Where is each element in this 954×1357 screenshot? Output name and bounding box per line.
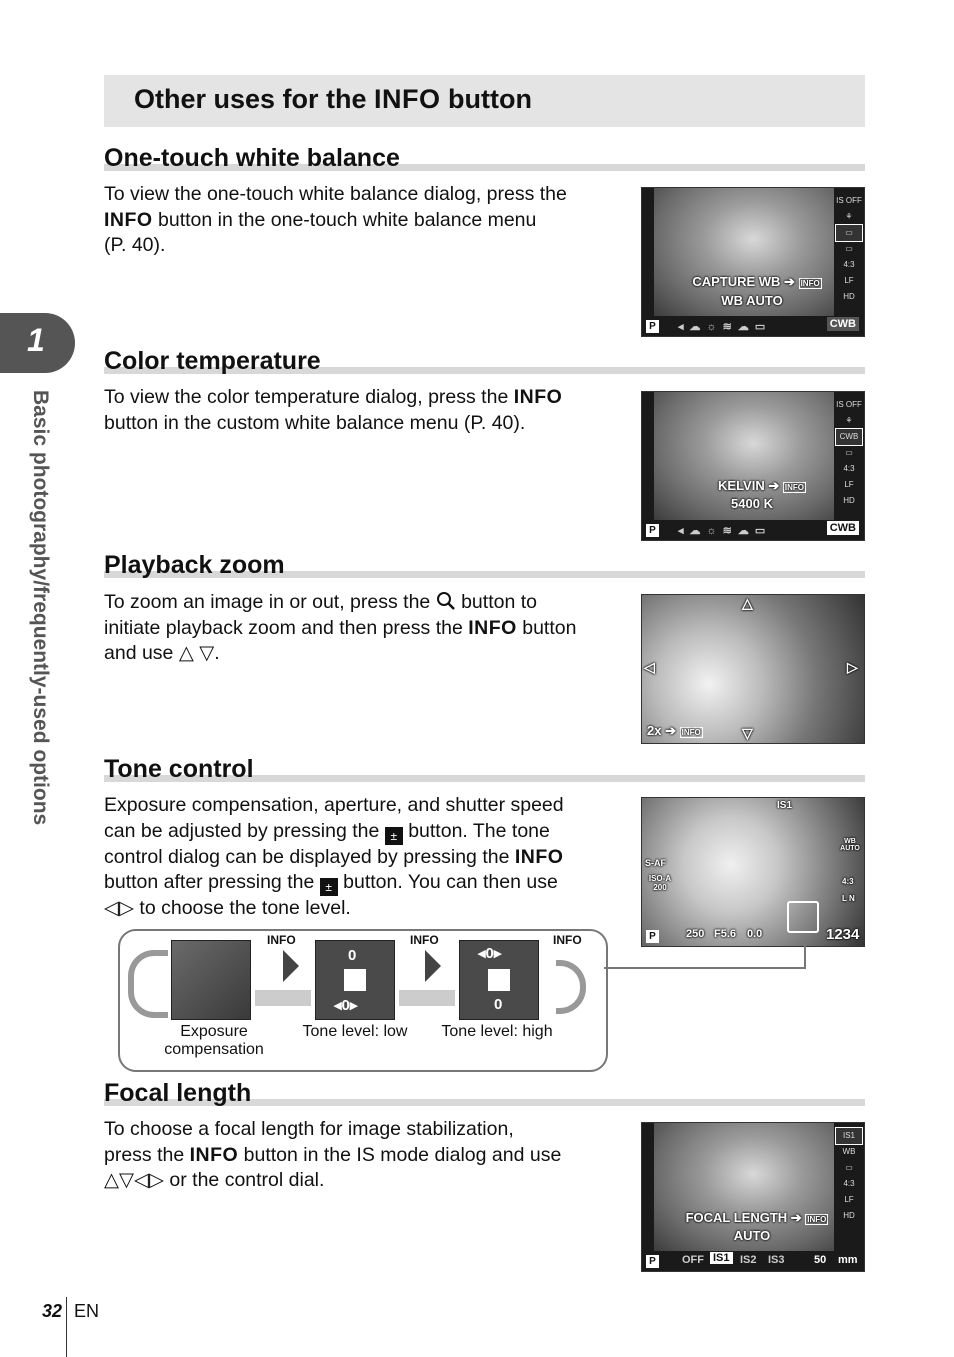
left-right-arrows-icon: ◁▷ [104,897,134,919]
side-menu-icons: IS OFF ⚘ CWB ▭ 4:3 LF HD [836,400,862,505]
arrow-keys-icon: △▽◁▷ [104,1169,164,1191]
connector-line [804,945,806,969]
info-label-1: INFO [267,933,296,947]
zoom-left-arrow: ◁ [644,659,655,675]
wb-overlay-line1: CAPTURE WB ➔ INFO [692,274,820,289]
page-number: 32 [42,1301,63,1321]
camera-screen-wb [641,187,865,337]
caption-tone-high: Tone level: high [441,1023,553,1040]
section-text-zoom: To zoom an image in or out, press the button to initiate playback zoom and then press the INFO button and use △ ▽. [104,591,577,664]
tone-curve-icon [344,969,366,991]
section-text-wb: To view the one-touch white balance dialog, press the INFO button in the one-touch white balance menu (P. 40). [104,183,567,256]
focal-bottom-bar: P OFF IS1 IS2 IS3 50 mm [642,1251,864,1271]
tone-curve-icon [488,969,510,991]
exposure-comp-icon: ± [320,878,338,896]
thumb-exposure [171,940,251,1020]
flow-arrow-icon [425,950,441,982]
page-title: Other uses for the INFO button [134,84,533,114]
loop-arrow-left [128,950,168,1018]
section-title-zoom: Playback zoom [104,551,285,579]
side-menu-icons: IS OFF ⚘ ▭ ▭ 4:3 LF HD [836,196,862,301]
af-mode: S-AF [645,858,666,868]
flow-connector [255,990,311,1006]
zoom-indicator: 2x ➔ INFO [647,723,701,738]
camera-screen-tone [641,797,865,947]
tone-bottom-bar: P 250 F5.6 0.0 1234 [642,926,864,946]
quality-indicator: L N [842,894,855,903]
chapter-number: 1 [27,322,45,358]
flow-arrow-icon [283,950,299,982]
section-title-tone: Tone control [104,755,254,783]
zoom-up-arrow: △ [742,595,753,611]
camera-screen-ct [641,391,865,541]
is-indicator: IS1 [777,800,793,811]
section-title-wb: One-touch white balance [104,144,400,172]
zoom-down-arrow: ▽ [742,725,753,741]
section-text-focal: To choose a focal length for image stabilization, press the INFO button in the IS mode dialog and use △▽◁▷ or the control dial. [104,1118,562,1191]
wb-overlay-line2: WB AUTO [721,293,783,308]
focal-overlay-line2: AUTO [733,1228,771,1243]
section-text-tone: Exposure compensation, aperture, and shutter speed can be adjusted by pressing the ± button. The tone control dialog can be displayed by pressing the INFO button after pressing the ± button. You can then use ◁▷ to choose the tone level. [104,794,564,919]
ct-bottom-bar: P ◂☁☼≋☁▭ CWB [642,520,864,540]
wb-bottom-bar: P ◂☁☼≋☁▭ CWB [642,316,864,336]
focal-overlay-line1: FOCAL LENGTH ➔ INFO [685,1210,827,1225]
page-language: EN [74,1301,100,1321]
magnify-icon [436,591,456,611]
info-label-2: INFO [410,933,439,947]
section-title-ct: Color temperature [104,347,321,375]
flow-connector [399,990,455,1006]
up-down-arrows-icon: △ ▽ [178,642,215,664]
ct-overlay-line2: 5400 K [731,496,773,511]
thumb-tone-high: ◂0▸ 0 [459,940,539,1020]
iso-indicator: ISO-A 200 [648,874,672,892]
camera-screen-focal [641,1122,865,1272]
thumb-tone-low: 0 ◂0▸ [315,940,395,1020]
section-title-focal: Focal length [104,1079,252,1107]
chapter-label: Basic photography/frequently-used options [29,390,52,826]
caption-exposure: Exposure compensation [164,1023,264,1058]
zoom-right-arrow: ▷ [847,659,858,675]
ct-overlay-line1: KELVIN ➔ INFO [718,478,804,493]
footer-divider [66,1297,67,1357]
aspect-indicator: 4:3 [842,877,854,886]
caption-tone-low: Tone level: low [302,1023,408,1040]
wb-indicator: WB AUTO [840,838,860,852]
exposure-comp-icon: ± [385,827,403,845]
info-label-3: INFO [553,933,582,947]
camera-screen-zoom [641,594,865,744]
connector-line [604,967,806,969]
side-menu-icons: IS1 WB ▭ 4:3 LF HD [836,1128,862,1224]
section-text-ct: To view the color temperature dialog, press the INFO button in the custom white balance menu (P. 40). [104,386,563,434]
